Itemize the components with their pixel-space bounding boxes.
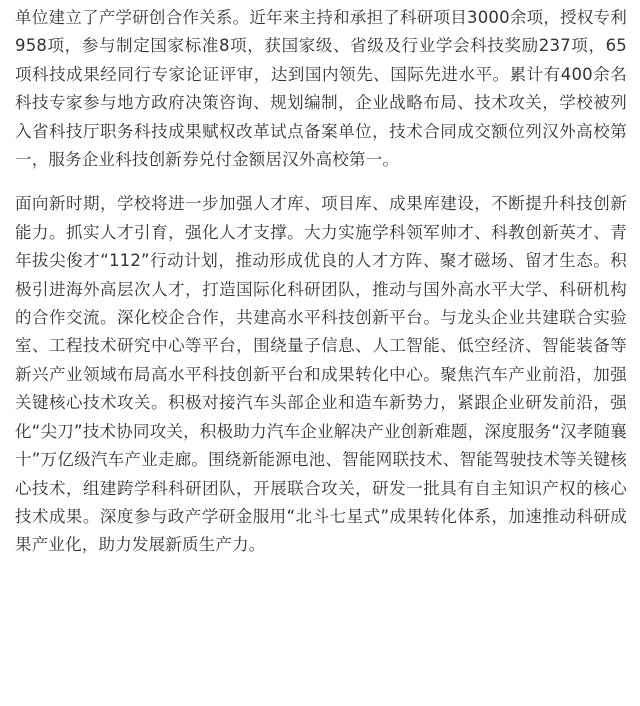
paragraph-research-achievements: 单位建立了产学研创合作关系。近年来主持和承担了科研项目3000余项，授权专利958项，参与制定国家标准8项，获国家级、省级及行业学会科技奖励237项，65项科技成果经同行专家论证评审，达到国内领先、国际先进水平。累计有400余名科技专家参与地方政府决策咨询、规划编制，企业战略布局、技术攻关，学校被列入省科技厅职务科技成果赋权改革试点备案单位，技术合同成交额位列汉外高校第一，服务企业科技创新券兑付金额居汉外高校第一。: [15, 8, 627, 170]
article-body: [0, 4, 640, 560]
paragraph-future-plans: 面向新时期，学校将进一步加强人才库、项目库、成果库建设，不断提升科技创新能力。抓实人才引育，强化人才支撑。大力实施学科领军帅才、科教创新英才、青年拔尖俊才“112”行动计划，推动形成优良的人才方阵、聚才磁场、留才生态。积极引进海外高层次人才，打造国际化科研团队，推动与国外高水平大学、科研机构的合作交流。深化校企合作，共建高水平科技创新平台。与龙头企业共建联合实验室、工程技术研究中心等平台，围绕量子信息、人工智能、低空经济、智能装备等新兴产业领域布局高水平科技创新平台和成果转化中心。聚焦汽车产业前沿，加强关键核心技术攻关。积极对接汽车头部企业和造车新势力，紧跟企业研发前沿，强化“尖刀”技术协同攻关，积极助力汽车企业解决产业创新难题，深度服务“汉孝随襄十”万亿级汽车产业走廊。围绕新能源电池、智能网联技术、智能驾驶技术等关键核心技术，组建跨学科科研团队，开展联合攻关，研发一批具有自主知识产权的核心技术成果。深度参与政产学研金服用“北斗七星式”成果转化体系，加速推动科研成果产业化，助力发展新质生产力。: [15, 194, 627, 555]
